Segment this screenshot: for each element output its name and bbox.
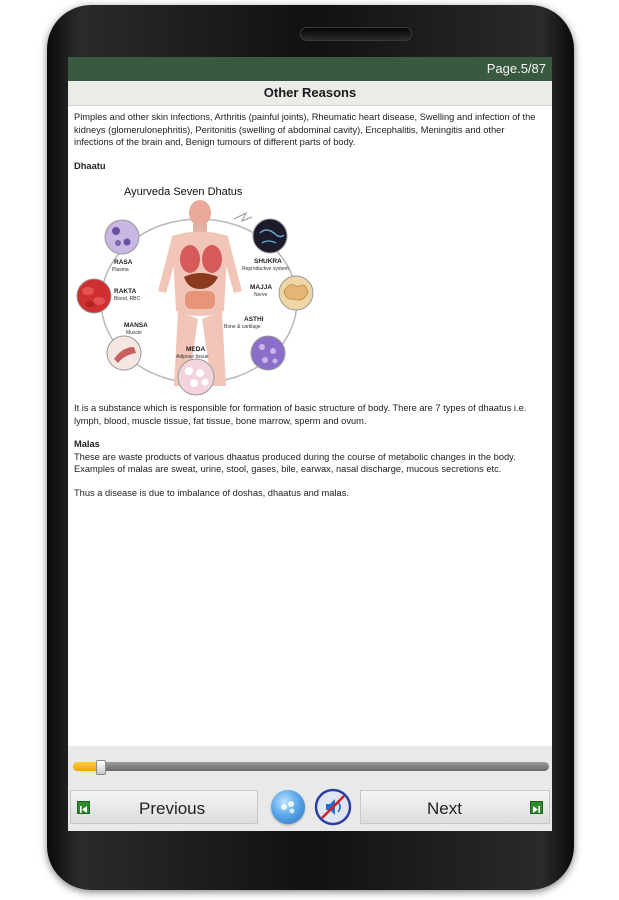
dhatu-mansa-sub: Muscle bbox=[126, 330, 142, 336]
dhatu-rakta-label: RAKTA bbox=[114, 288, 137, 295]
screen bbox=[68, 57, 552, 831]
previous-button[interactable] bbox=[70, 790, 258, 824]
dhatu-shukra-sub: Reproductive system bbox=[242, 266, 289, 272]
dhatu-shukra-label: SHUKRA bbox=[254, 258, 282, 265]
dhatu-meda-sub: Adipose tissue bbox=[176, 354, 209, 360]
paragraph-malas: These are waste products of various dhaatus produced during the course of metabolic changes in the body. Examples of malas are sweat, urine, stool, gases, bile, earwax, nasal discharge, mucous secretions etc. bbox=[74, 451, 516, 474]
dhatu-shukra bbox=[242, 219, 289, 272]
diagram-title: Ayurveda Seven Dhatus bbox=[124, 186, 243, 198]
article-content bbox=[74, 111, 544, 510]
dhatu-rakta-sub: Blood, RBC bbox=[114, 296, 141, 302]
dhatu-asthi-label: ASTHI bbox=[244, 316, 264, 323]
page-progress-slider[interactable] bbox=[73, 762, 549, 771]
dhatu-majja-label: MAJJA bbox=[250, 284, 273, 291]
dhatu-rasa-label: RASA bbox=[114, 259, 133, 266]
speaker-grille bbox=[300, 27, 412, 41]
page-counter: Page.5/87 bbox=[486, 61, 546, 76]
dhatu-asthi-sub: Bone & cartilage bbox=[224, 324, 261, 330]
paragraph-dhaatu: It is a substance which is responsible for formation of basic structure of body. There are 7 types of dhaatus i.e. lymph, blood, muscle tissue, fat tissue, bone marrow, sperm and ovum. bbox=[74, 403, 527, 426]
previous-label: Previous bbox=[139, 799, 206, 818]
paragraph-diseases: Pimples and other skin infections, Arthritis (painful joints), Rheumatic heart disease, Swelling and infection of the kidneys (glomerulonephritis), Peritonitis (swelling of abdominal cavity), Encephalitis, Meningitis and other infections of the brain and, Benign tumours of different parts of body. bbox=[74, 112, 536, 147]
slider-thumb[interactable] bbox=[96, 760, 106, 775]
sound-off-icon[interactable] bbox=[314, 788, 352, 826]
dhatu-mansa bbox=[107, 322, 148, 370]
dhatu-rasa-sub: Plasma bbox=[112, 267, 129, 273]
seven-dhatus-diagram bbox=[74, 181, 324, 396]
heading-dhaatu: Dhaatu bbox=[74, 160, 106, 171]
next-label: Next bbox=[427, 799, 462, 818]
skip-previous-icon bbox=[77, 801, 90, 814]
dhatu-mansa-label: MANSA bbox=[124, 322, 148, 329]
top-bar bbox=[68, 57, 552, 81]
skip-next-icon bbox=[530, 801, 543, 814]
dhatu-meda-label: MEDA bbox=[186, 346, 206, 353]
heading-malas: Malas bbox=[74, 439, 100, 449]
dhatu-meda bbox=[176, 346, 214, 395]
next-button[interactable] bbox=[360, 790, 550, 824]
dhatu-rakta bbox=[77, 279, 141, 313]
dhatu-majja-sub: Nerve bbox=[254, 292, 268, 298]
dhatu-asthi bbox=[224, 316, 285, 370]
home-orb-icon[interactable] bbox=[271, 790, 305, 824]
title-bar bbox=[68, 81, 552, 106]
dhatu-majja bbox=[250, 276, 313, 310]
bottom-controls bbox=[68, 746, 552, 831]
section-title: Other Reasons bbox=[263, 85, 357, 100]
paragraph-conclusion: Thus a disease is due to imbalance of doshas, dhaatus and malas. bbox=[74, 487, 349, 498]
